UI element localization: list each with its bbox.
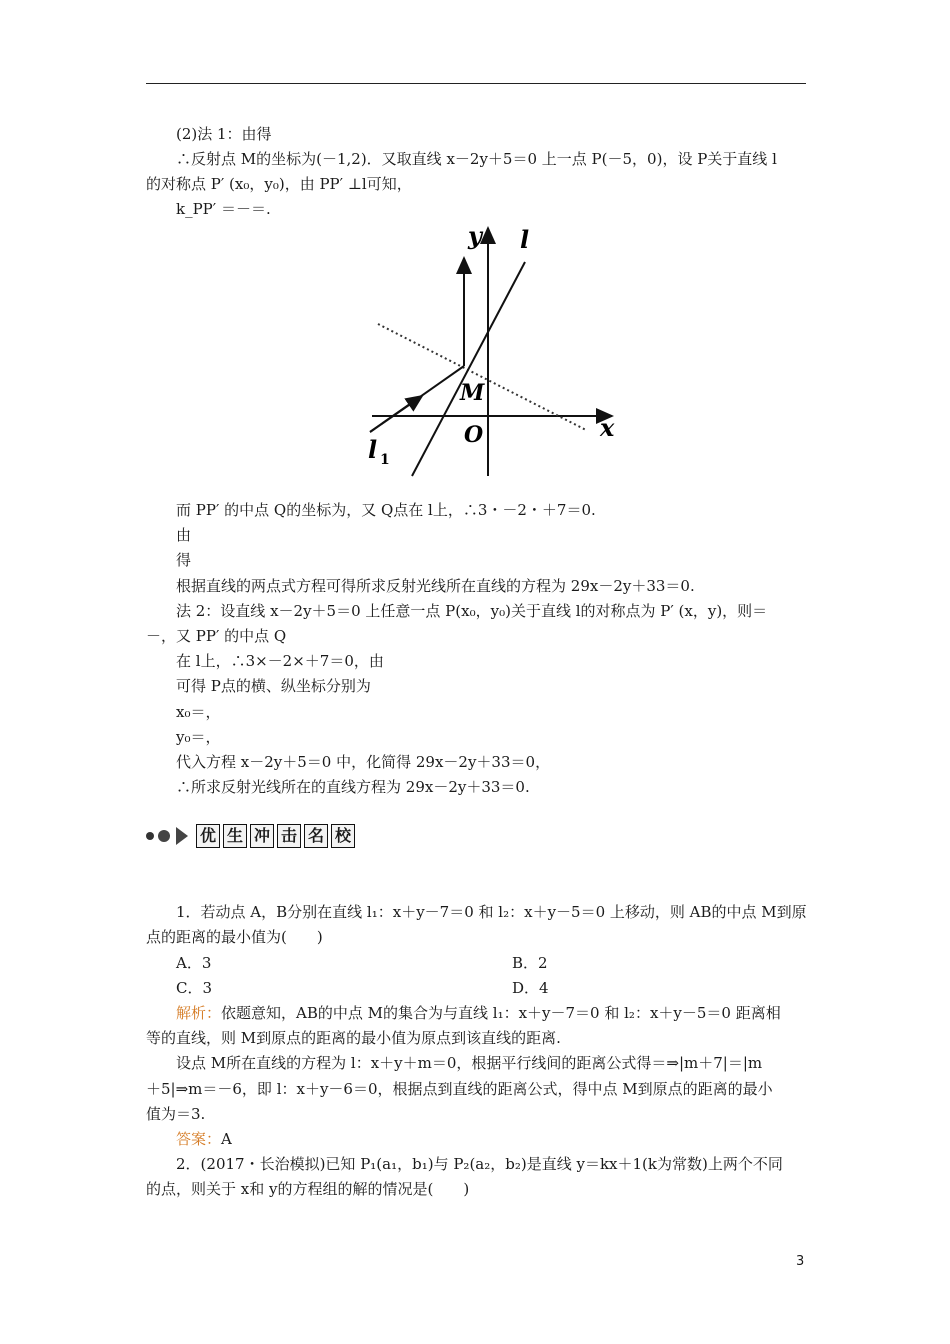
text-line: 而 PP′ 的中点 Q的坐标为，又 Q点在 l上，∴3・－2・＋7＝0. (176, 501, 596, 519)
banner-arrow-icon (176, 827, 188, 845)
dotted-line (378, 324, 586, 430)
text-line: 的对称点 P′ (x₀，y₀)，由 PP′ ⊥l可知， (146, 175, 412, 193)
text-line: －，又 PP′ 的中点 Q (146, 627, 287, 645)
banner-dot-icon (158, 830, 170, 842)
answer-line (176, 1129, 232, 1149)
reflection-figure (360, 220, 630, 482)
label-l1-sub: 1 (380, 452, 390, 468)
analysis-label: 解析： (176, 1004, 222, 1022)
incident-arrow (370, 396, 422, 432)
banner-char: 击 (277, 824, 301, 848)
option-b: B．2 (512, 954, 548, 972)
text-line: (2)法 1：由得 (176, 125, 272, 143)
text-line: ∴反射点 M的坐标为(－1,2)．又取直线 x－2y＋5＝0 上一点 P(－5，0)，设 P关于直线 l (176, 150, 777, 168)
label-O: O (464, 422, 484, 448)
question-text: 1．若动点 A，B分别在直线 l₁：x＋y－7＝0 和 l₂：x＋y－5＝0 上移动，则 AB的中点 M到原 (176, 903, 807, 921)
banner-char: 名 (304, 824, 328, 848)
label-M: M (460, 380, 485, 406)
label-l: l (520, 225, 530, 254)
banner-char: 冲 (250, 824, 274, 848)
analysis-text: 依题意知，AB的中点 M的集合为与直线 l₁：x＋y－7＝0 和 l₂：x＋y－5＝0 距离相 (221, 1004, 781, 1022)
text-line: k_PP′ ＝－＝. (176, 200, 271, 218)
option-a: A．3 (176, 954, 212, 972)
analysis-line (176, 1003, 781, 1023)
text-line: 由 (176, 526, 192, 544)
text-line: 根据直线的两点式方程可得所求反射光线所在直线的方程为 29x－2y＋33＝0. (176, 577, 695, 595)
section-banner (146, 822, 355, 850)
top-rule (146, 83, 806, 84)
question-text: 点的距离的最小值为( ) (146, 928, 323, 946)
text-line: x₀＝， (176, 703, 221, 721)
text-line: 设点 M所在直线的方程为 l：x＋y＋m＝0，根据平行线间的距离公式得＝⇒|m＋7|＝|m (176, 1054, 763, 1072)
answer-value: A (221, 1130, 232, 1148)
text-line: 代入方程 x－2y＋5＝0 中，化简得 29x－2y＋33＝0， (176, 753, 551, 771)
banner-dot-icon (146, 832, 154, 840)
text-line: 等的直线，则 M到原点的距离的最小值为原点到该直线的距离. (146, 1029, 561, 1047)
text-line: ∴所求反射光线所在的直线方程为 29x－2y＋33＝0. (176, 778, 530, 796)
option-d: D．4 (512, 979, 549, 997)
answer-label: 答案： (176, 1130, 222, 1148)
banner-char: 校 (331, 824, 355, 848)
banner-title (196, 824, 355, 848)
text-line: 法 2：设直线 x－2y＋5＝0 上任意一点 P(x₀，y₀)关于直线 l的对称点为 P′ (x，y)，则＝ (176, 602, 768, 620)
page-number: 3 (796, 1254, 805, 1269)
banner-char: 优 (196, 824, 220, 848)
option-c: C．3 (176, 979, 213, 997)
label-l1: l (368, 435, 378, 464)
question-text: 2．(2017・长治模拟)已知 P₁(a₁，b₁)与 P₂(a₂，b₂)是直线 y＝kx＋1(k为常数)上两个不同 (176, 1155, 783, 1173)
label-x: x (600, 413, 615, 442)
text-line: 可得 P点的横、纵坐标分别为 (176, 677, 371, 695)
question-text: 的点，则关于 x和 y的方程组的解的情况是( ) (146, 1180, 470, 1198)
text-line: y₀＝， (176, 728, 221, 746)
label-y: y (468, 221, 482, 250)
text-line: ＋5|⇒m＝－6，即 l：x＋y－6＝0，根据点到直线的距离公式，得中点 M到原点的距离的最小 (146, 1080, 773, 1098)
banner-char: 生 (223, 824, 247, 848)
text-line: 得 (176, 551, 192, 569)
text-line: 在 l上，∴3×－2×＋7＝0，由 (176, 652, 384, 670)
text-line: 值为＝3. (146, 1105, 206, 1123)
